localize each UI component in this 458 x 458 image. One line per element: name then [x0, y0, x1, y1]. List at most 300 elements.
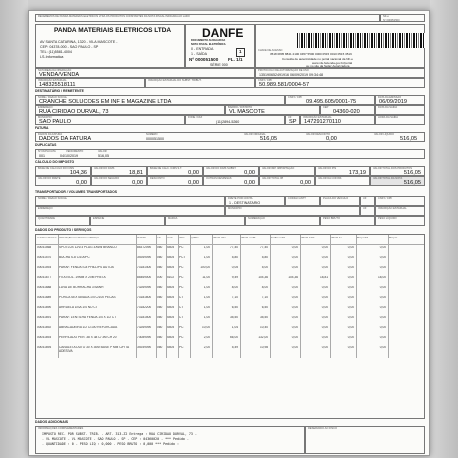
adicionais-info-label: INFORMAÇÕES COMPLEMENTARES	[38, 427, 84, 430]
dup-valor: 516,05	[98, 154, 109, 158]
transp-qtd-box	[35, 216, 90, 226]
produtos-cell: 73182200	[137, 306, 152, 309]
produtos-cell: PC	[179, 346, 184, 349]
imposto-cell-2-value: 0,00	[76, 180, 87, 186]
fisco-label: RESERVADO AO FISCO	[308, 427, 338, 430]
produtos-cell: CANALETA DUTO 30 X 30M BASE P MM C/FITA ADESIVA	[59, 346, 129, 353]
produtos-header-cell: CÓDIGO PRODUTO	[37, 237, 57, 239]
transp-placa-label: PLACA DO VEÍCULO	[323, 197, 349, 200]
dest-hora-label: HORA DA SAÍDA	[378, 116, 399, 119]
imposto-cell-label: VALOR TOTAL DOS PRODUTOS	[373, 167, 413, 170]
imposto-cell-2-value: 516,05	[403, 180, 421, 186]
produtos-cell: SPOTLUX 12V/3 PLUG 3X6W BRANCO	[59, 246, 117, 249]
produtos-cell: PC	[179, 276, 184, 279]
transp-numeracao-label: NUMERAÇÃO	[248, 217, 265, 220]
produtos-cell: 00041677	[37, 276, 52, 279]
produtos-cell: 39269090	[137, 256, 152, 259]
adicionais-section: DADOS ADICIONAIS	[35, 420, 69, 424]
transp-pb-box	[320, 216, 375, 226]
dest-city: SAO PAULO	[39, 119, 71, 125]
produtos-cell: 0,00	[347, 256, 354, 259]
produtos-cell: 5,49	[231, 346, 238, 349]
produtos-cell: 10,00	[202, 326, 210, 329]
produtos-cell: 0,00	[321, 306, 328, 309]
ie-value: 148325518111	[39, 82, 76, 88]
imposto-cell-2-value: 0,00	[188, 180, 199, 186]
produtos-cell: BUCHA S-8 C/100PC	[59, 256, 90, 259]
dest-hora-box	[375, 115, 425, 125]
produtos-cell: 5102	[167, 276, 175, 279]
produtos-cell: 73089090	[137, 336, 152, 339]
produtos-cell: FITA ISOL. 19MM X 20M PRETA	[59, 276, 106, 279]
imposto-cell-2-box	[370, 176, 425, 186]
produtos-cell: 2,00	[203, 346, 210, 349]
produtos-cell: 0,00	[379, 246, 386, 249]
produtos-cell: PC	[179, 246, 184, 249]
transp-antt-box	[285, 196, 320, 206]
danfe-entrada: 0 - ENTRADA	[191, 47, 214, 51]
fatura-c5: 516,05	[400, 136, 418, 142]
produtos-cell: 060	[157, 256, 163, 259]
imposto-cell-label: BASE DE CÁLCULO DO ICMS	[38, 167, 75, 170]
produtos-cell: 6,50	[231, 306, 238, 309]
transp-pl-box	[375, 216, 425, 226]
produtos-cell: 35,50	[230, 316, 238, 319]
produtos-header-cell: ALÍQ ICMS	[357, 237, 369, 239]
transp-marca-label: MARCA	[168, 217, 178, 220]
imposto-cell-2-box	[35, 176, 91, 186]
chave-consulta2: www.nfe.fazenda.gov.br/portal	[312, 60, 353, 65]
transp-municipio-label: MUNICÍPIO	[228, 207, 242, 210]
produtos-cell: ARRUELA LISA 1/4 NO CT	[59, 306, 98, 309]
fatura-col4-label: VALOR DESCONTO	[306, 133, 330, 136]
transp-ie-label: INSCRIÇÃO ESTADUAL	[378, 207, 407, 210]
dest-address-label: ENDEREÇO	[38, 106, 53, 109]
produtos-cell: 5,80	[231, 256, 238, 259]
produtos-cell: 00041568	[37, 246, 52, 249]
produtos-cell: 00041693	[37, 336, 52, 339]
produtos-cell: PC	[179, 336, 184, 339]
produtos-cell: 00041690	[37, 306, 52, 309]
produtos-cell: 1,00	[203, 256, 210, 259]
produtos-cell: 0,00	[291, 316, 298, 319]
dest-name-box	[35, 95, 285, 105]
dest-city-label: MUNICÍPIO	[38, 116, 52, 119]
imposto-cell-value: 516,05	[403, 170, 421, 176]
transp-uf2-label: UF	[363, 207, 367, 210]
imposto-cell-box	[147, 166, 203, 176]
fatura-section: FATURA	[35, 126, 49, 130]
fatura-c4: 0,00	[326, 136, 337, 142]
produtos-cell: 7,10	[261, 296, 268, 299]
dest-name: CRANCHE SOLUCOES EM INF E MAGAZINE LTDA	[39, 99, 172, 105]
imposto-cell-2-label: DESCONTO	[150, 177, 165, 180]
produtos-cell: 2,00	[203, 336, 210, 339]
produtos-cell: 104,36	[288, 276, 298, 279]
dup-venc: 04/10/2019	[60, 154, 78, 158]
chave-value: 3518 0805 8841 2100 0457 5500 0000 0515 0010 0515 3519	[270, 52, 352, 56]
transp-name-box	[35, 196, 225, 206]
produtos-cell: 35,50	[260, 316, 268, 319]
dest-cep-label: CEP	[323, 106, 329, 109]
barcode-image	[297, 33, 425, 48]
produtos-cell: 0,00	[321, 336, 328, 339]
produtos-cell: 060	[157, 336, 163, 339]
scan-shadow-right	[430, 0, 458, 458]
produtos-header-cell: VALOR IPI	[331, 237, 342, 239]
produtos-cell: 132,00	[258, 336, 268, 339]
fatura-col5-label: VALOR LÍQUIDO	[374, 133, 394, 136]
produtos-cell: 73181500	[137, 316, 152, 319]
produtos-cell: PC	[179, 266, 184, 269]
imposto-cell-2-box	[147, 176, 203, 186]
produtos-cell: 5405	[167, 306, 175, 309]
produtos-header-cell: CST	[157, 237, 162, 239]
produtos-cell: 0,00	[321, 246, 328, 249]
chave-label: CHAVE DE ACESSO	[258, 48, 283, 52]
produtos-cell: 0,00	[347, 286, 354, 289]
dup-venc-label: VENCIMENTO	[66, 150, 84, 153]
transp-cnpj-label: CNPJ / CPF	[378, 197, 393, 200]
produtos-cell: 0,00	[347, 296, 354, 299]
produtos-cell: 060	[157, 296, 163, 299]
produtos-header-cell: VALOR TOTAL	[241, 237, 256, 239]
produtos-cell: 0,00	[291, 296, 298, 299]
produtos-cell: 0,00	[291, 346, 298, 349]
imposto-cell-2-label: OUTRAS DESPESAS	[206, 177, 232, 180]
fisco-box	[305, 426, 425, 454]
imposto-cell-box	[259, 166, 315, 176]
transp-placa-box	[320, 196, 360, 206]
natureza-value: VENDA/VENDA	[39, 72, 80, 78]
produtos-cell: 00041691	[37, 316, 52, 319]
produtos-cell: 18,81	[320, 276, 328, 279]
produtos-table	[35, 234, 425, 419]
transp-antt-label: CÓDIGO ANTT	[288, 197, 306, 200]
canhoto-number-box	[380, 14, 425, 22]
imposto-cell-2-label: VALOR TOTAL DA NOTA	[373, 177, 403, 180]
transp-municipio-box	[225, 206, 360, 216]
produtos-cell: 0,00	[379, 306, 386, 309]
produtos-cell: 0,00	[291, 326, 298, 329]
produtos-column-divider	[388, 235, 389, 358]
danfe-folha: FL. 1/1	[228, 57, 243, 62]
transp-frete: 1 - DESTINATARIO	[229, 201, 261, 205]
produtos-cell: 0,00	[347, 306, 354, 309]
produtos-cell: 0,05	[231, 266, 238, 269]
produtos-cell: PARAF. LENTILHA FENDA 1/4 X 1/2 CT	[59, 316, 117, 319]
imposto-cell-2-box	[315, 176, 370, 186]
produtos-cell: 060	[157, 316, 163, 319]
adicionais-line2: - VL MASCOTE - VL MASCOTE - SAO PAULO - SP - CEP : 04360020 - *** Pedido -	[42, 437, 189, 441]
produtos-grid	[36, 235, 424, 418]
dest-ie-box	[300, 115, 375, 125]
transp-uf-box	[360, 196, 375, 206]
produtos-cell: 5405	[167, 286, 175, 289]
imposto-cell-value: 173,19	[348, 170, 366, 176]
emitente-address2: CEP: 04378-000 - SAO PAULO - SP	[40, 45, 99, 49]
imposto-cell-2-box	[259, 176, 315, 186]
imposto-cell-2-label: VALOR DA COFINS	[318, 177, 342, 180]
transp-marca-box	[165, 216, 245, 226]
transp-pl-label: PESO LÍQUIDO	[378, 217, 397, 220]
dest-cep: 04360-020	[333, 109, 360, 115]
produtos-cell: 5405	[167, 346, 175, 349]
produtos-header-cell: QUANT	[191, 237, 199, 239]
produtos-cell: 00041694	[37, 346, 52, 349]
produtos-cell: 060	[157, 346, 163, 349]
produtos-cell: PARAF. FENDA S-8 PHILLIPS AUTOA	[59, 266, 114, 269]
produtos-header-divider	[36, 244, 424, 245]
imposto-cell-box	[315, 166, 370, 176]
dest-bairro: VL MASCOTE	[229, 109, 265, 115]
imposto-cell-2-box	[203, 176, 259, 186]
fatura-box	[35, 132, 425, 142]
produtos-cell: 0,00	[347, 246, 354, 249]
produtos-cell: 0,00	[379, 326, 386, 329]
produtos-header-cell: VALOR ICMS	[301, 237, 315, 239]
produtos-cell: 0,00	[291, 266, 298, 269]
imposto-section: CÁLCULO DO IMPOSTO	[35, 160, 75, 164]
imposto-cell-value: 0,00	[188, 170, 199, 176]
dest-cnpj: 09.495.605/0001-75	[306, 99, 357, 105]
produtos-cell: PERFILADO PER. 38 X 38 C/ 3M CH 20	[59, 336, 117, 339]
produtos-cell: 0,00	[347, 346, 354, 349]
produtos-cell: 1,00	[203, 316, 210, 319]
dest-address: RUA CIRIDAO DURVAL, 73	[39, 109, 109, 115]
produtos-cell: 0,00	[321, 286, 328, 289]
imposto-cell-label: VALOR DO ICMS SUBST.	[206, 167, 237, 170]
produtos-cell: 0,00	[321, 316, 328, 319]
transportador-section: TRANSPORTADOR / VOLUMES TRANSPORTADOS	[35, 190, 118, 194]
produtos-cell: 0,00	[347, 316, 354, 319]
imposto-cell-label: VALOR DO PIS	[318, 167, 337, 170]
produtos-cell: 11,00	[202, 276, 210, 279]
produtos-cell: 5405	[167, 246, 175, 249]
produtos-cell: 1,00	[203, 306, 210, 309]
fatura-col3-label: VALOR ORIGINAL	[244, 133, 266, 136]
produtos-cell: 85372090	[137, 246, 152, 249]
produtos-header-cell: ALÍQ IPI	[389, 237, 398, 239]
chave-consulta3: ou no site da Sefaz Autorizadora	[306, 64, 350, 68]
produtos-cell: CT	[179, 296, 184, 299]
transp-especie-box	[90, 216, 165, 226]
produtos-cell: 0,00	[379, 336, 386, 339]
produtos-cell: ABRACADEIRA 1/2 C/100 REFORCADA	[59, 326, 118, 329]
produtos-cell: 060	[157, 306, 163, 309]
produtos-cell: 0,00	[321, 346, 328, 349]
produtos-cell: 060	[157, 246, 163, 249]
produtos-cell: 18,00	[378, 276, 386, 279]
transp-cnpj-box	[375, 196, 425, 206]
duplicatas-box	[35, 149, 425, 159]
produtos-cell: 77,40	[230, 246, 238, 249]
produtos-cell: 100,00	[200, 266, 210, 269]
imposto-cell-box	[35, 166, 91, 176]
produtos-cell: 0,00	[347, 266, 354, 269]
dest-name-label: NOME / RAZÃO SOCIAL	[38, 96, 68, 99]
produtos-cell: 0,00	[379, 256, 386, 259]
dest-phone: (11)2894-5260	[216, 120, 240, 124]
produtos-cell: 0,00	[291, 286, 298, 289]
destinatario-section: DESTINATÁRIO / REMETENTE	[35, 89, 84, 93]
produtos-cell: 5405	[167, 266, 175, 269]
transp-uf-label: UF	[363, 197, 367, 200]
dest-date: 06/09/2019	[379, 99, 407, 105]
produtos-cell: PC	[179, 326, 184, 329]
dest-uf-label: UF	[288, 116, 292, 119]
produtos-cell: 8,00	[261, 286, 268, 289]
transp-pb-label: PESO BRUTO	[323, 217, 340, 220]
produtos-cell: 0,00	[321, 296, 328, 299]
dest-city-box	[35, 115, 185, 125]
imposto-cell-value: 104,36	[69, 170, 87, 176]
imposto-cell-value: 0,00	[244, 170, 255, 176]
produtos-cell: 1,00	[203, 296, 210, 299]
dest-ie: 147291270110	[304, 119, 341, 125]
transp-frete-label: FRETE POR CONTA	[228, 197, 253, 200]
adicionais-line3: - QUANTIDADE : 0 - PESO LIQ : 0,000 - PESO BRUTO : 0,000 *** Pedido :	[42, 442, 179, 446]
produtos-cell: 5405	[167, 296, 175, 299]
protocolo-value: 135190652491916 06/09/2019 09:34:48	[259, 73, 323, 77]
fatura-col2-label: NÚMERO	[146, 133, 158, 136]
produtos-cell: 0,00	[347, 336, 354, 339]
dup-num-label: Nº DUPLICATA	[38, 150, 56, 153]
produtos-cell: PORCA SEXTAVADA 1/4 C/100 PECAS	[59, 296, 116, 299]
cnpj-value: 50.989.581/0004-57	[259, 82, 310, 88]
fatura-c1: DADOS DA FATURA	[39, 136, 92, 142]
produtos-cell: 0,00	[321, 326, 328, 329]
produtos-section: DADOS DO PRODUTO / SERVIÇOS	[35, 228, 92, 232]
cnpj-box	[255, 78, 425, 88]
dest-bairro-box	[225, 105, 320, 115]
emitente-address1: AV SANTA CATARINA, 1320 - VILA MASCOTE -	[40, 40, 118, 44]
imposto-cell-2-label: VALOR DO FRETE	[38, 177, 61, 180]
protocolo-box	[255, 68, 425, 78]
transp-frete-box	[225, 196, 285, 206]
dest-uf: SP	[289, 119, 297, 125]
fatura-c2: 000051500	[146, 137, 164, 141]
natureza-label: NATUREZA DA OPERAÇÃO	[38, 69, 72, 72]
produtos-cell: 104,36	[258, 276, 268, 279]
dest-bairro-label: BAIRRO / DISTRITO	[228, 106, 253, 109]
dest-date-label: DATA DA EMISSÃO	[378, 96, 402, 99]
produtos-cell: 10,98	[260, 346, 268, 349]
ie-label: INSCRIÇÃO ESTADUAL	[38, 79, 67, 82]
danfe-subtitle2: NOTA FISCAL ELETRÔNICA	[191, 42, 226, 46]
produtos-cell: 73269090	[137, 326, 152, 329]
dest-address-box	[35, 105, 225, 115]
dest-phone-box	[185, 115, 285, 125]
produtos-cell: 0,00	[379, 266, 386, 269]
imposto-cell-2-value: 0,00	[300, 180, 311, 186]
produtos-cell: PCT	[179, 256, 186, 259]
imposto-cell-2-value: 0,00	[132, 180, 143, 186]
produtos-cell: CT	[179, 316, 184, 319]
danfe-serie: SÉRIE 000	[210, 62, 228, 67]
dest-cep-box	[320, 105, 375, 115]
imposto-cell-box	[91, 166, 147, 176]
produtos-cell: 00041593	[37, 266, 52, 269]
canhoto-box	[35, 14, 380, 22]
produtos-cell: LUVA DE BORRACHA 3 BANH	[59, 286, 104, 289]
produtos-header-cell: UNID	[179, 237, 185, 239]
transp-name-label: NOME / RAZÃO SOCIAL	[38, 197, 68, 200]
produtos-cell: 00041570	[37, 256, 52, 259]
produtos-cell: 0,00	[347, 276, 354, 279]
produtos-cell: 00041692	[37, 326, 52, 329]
danfe-numero: Nº 000051500	[189, 57, 219, 62]
transp-especie-label: ESPÉCIE	[93, 217, 105, 220]
transp-uf2-box	[360, 206, 375, 216]
produtos-cell: 73181600	[137, 296, 152, 299]
danfe-subtitle1: DOCUMENTO AUXILIAR DA	[191, 39, 226, 42]
produtos-header-cell: NCM/SH	[137, 237, 146, 239]
produtos-cell: 85469000	[137, 276, 152, 279]
transp-numeracao-box	[245, 216, 320, 226]
fatura-c3: 516,05	[260, 136, 278, 142]
danfe-saida: 1 - SAÍDA	[191, 51, 207, 56]
iest-box	[145, 78, 255, 88]
imposto-cell-2-label: VALOR DO SEGURO	[94, 177, 120, 180]
dest-ie-label: INSCRIÇÃO ESTADUAL	[303, 116, 332, 119]
produtos-cell: 060	[157, 326, 163, 329]
transp-qtd-label: QUANTIDADE	[38, 217, 56, 220]
emitente-box	[35, 24, 185, 68]
produtos-cell: 1,00	[203, 246, 210, 249]
produtos-cell: 5,80	[261, 256, 268, 259]
produtos-cell: 0,00	[379, 296, 386, 299]
produtos-cell: 7,10	[231, 296, 238, 299]
transp-endereco-box	[35, 206, 225, 216]
canhoto-nfe: NF-e	[383, 15, 389, 18]
danfe-tipo: 1	[236, 48, 245, 57]
produtos-cell: 9,49	[231, 276, 238, 279]
emitente-contact: LS-Informatica	[40, 55, 64, 59]
produtos-cell: 66,00	[230, 336, 238, 339]
dest-saida-label: DATA DA SAÍDA	[378, 106, 398, 109]
produtos-cell: 0,00	[291, 246, 298, 249]
produtos-header-cell: CFOP	[167, 237, 174, 239]
imposto-cell-label: VALOR IMP. IMPORTAÇÃO	[262, 167, 295, 170]
produtos-cell: 73269090	[137, 286, 152, 289]
produtos-cell: 6,50	[261, 306, 268, 309]
produtos-cell: 0,00	[291, 306, 298, 309]
danfe-title: DANFE	[202, 26, 244, 40]
protocolo-label: PROTOCOLO DE AUTORIZAÇÃO DE USO	[258, 69, 309, 72]
dest-phone-label: FONE / FAX	[188, 116, 203, 119]
cnpj-label: CNPJ / CPF	[258, 79, 273, 82]
dest-date-box	[375, 95, 425, 105]
produtos-cell: 00041689	[37, 296, 52, 299]
produtos-cell: 10,40	[260, 326, 268, 329]
produtos-cell: 8,00	[231, 286, 238, 289]
dup-num: 001	[39, 154, 45, 158]
produtos-cell: 5405	[167, 336, 175, 339]
produtos-cell: 0,00	[321, 266, 328, 269]
imposto-cell-box	[370, 166, 425, 176]
natureza-box	[35, 68, 255, 78]
produtos-cell: 0,00	[379, 316, 386, 319]
produtos-cell: 0,00	[321, 256, 328, 259]
chave-consulta1: Consulta de autenticidade no portal nacional da NF-e	[282, 57, 353, 61]
duplicatas-section: DUPLICATAS	[35, 143, 57, 147]
imposto-cell-value: 18,81	[129, 170, 143, 176]
produtos-cell: 0,00	[379, 346, 386, 349]
produtos-cell: 0,00	[291, 336, 298, 339]
canhoto-header: RECEBEMOS DE PANDA MATERIAIS ELETRICOS LTDA OS PRODUTOS CONSTANTES DA NOTA FISCAL INDICADA AO LADO	[38, 15, 190, 18]
adicionais-info-box	[35, 426, 305, 454]
